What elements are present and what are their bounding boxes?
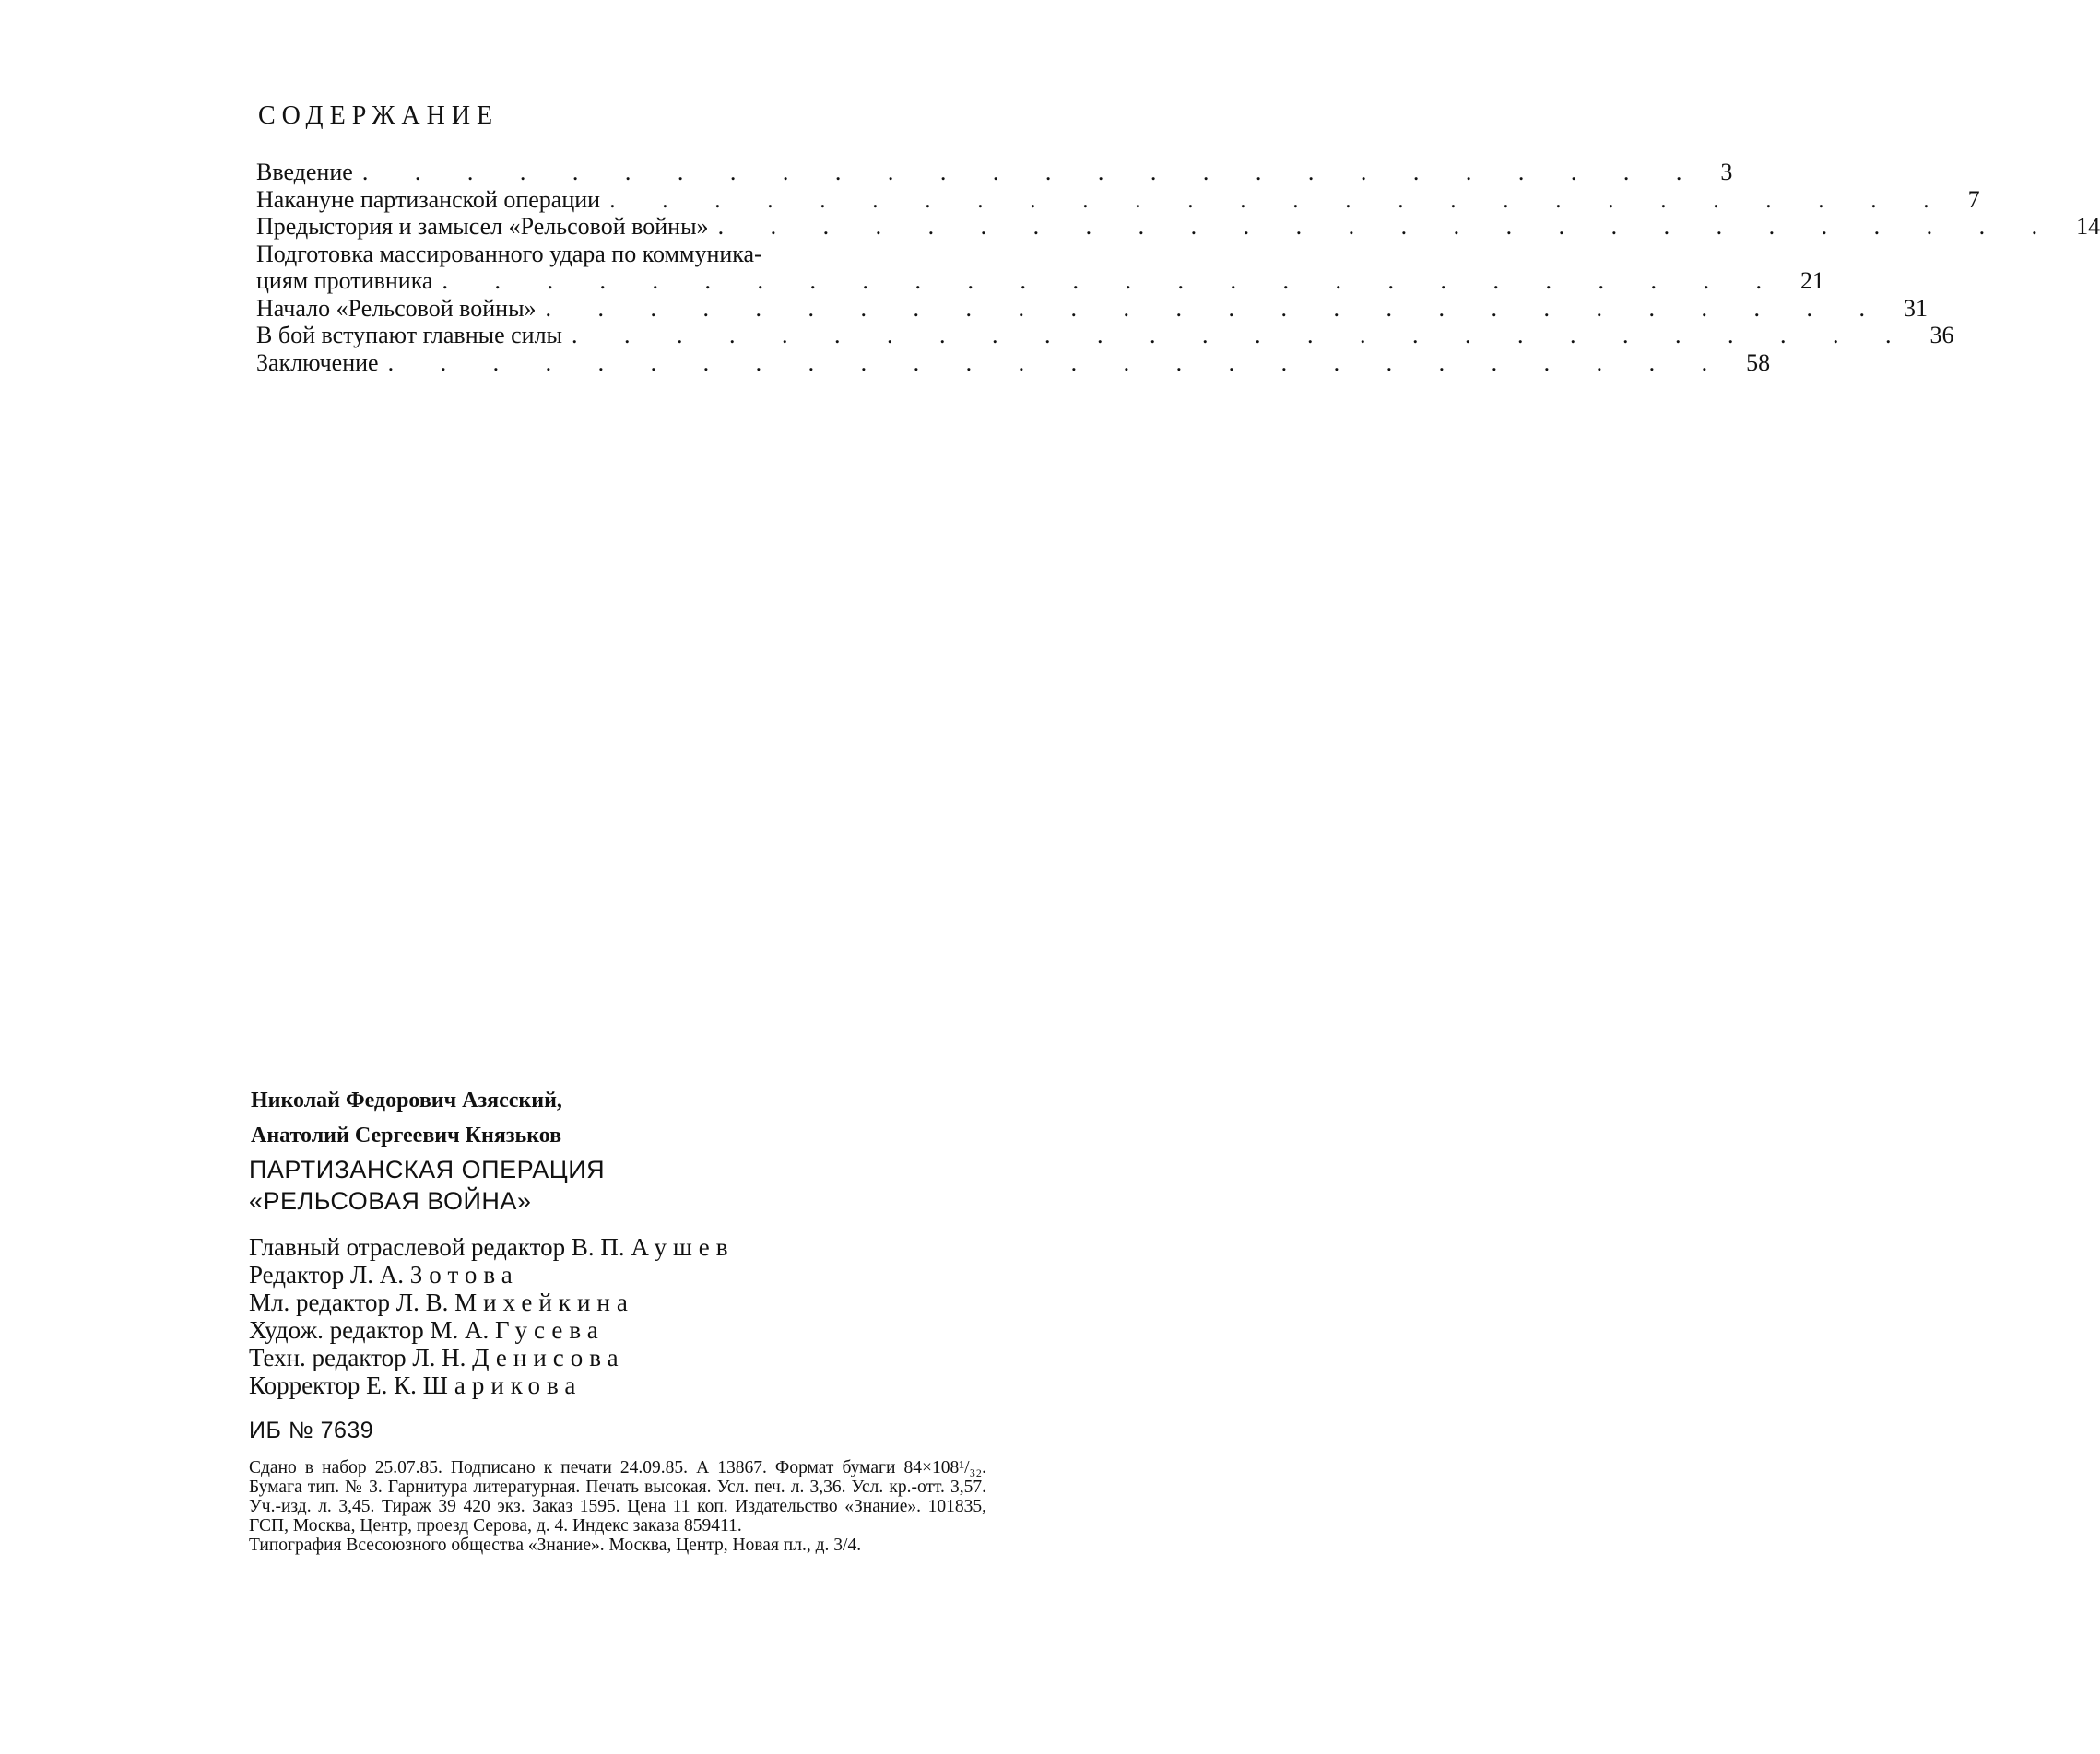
toc-entry xyxy=(256,213,2100,241)
toc-entry xyxy=(256,294,1929,323)
toc-leader: . . . . . . . . . . . . . . . . . . . . . . . . . . xyxy=(572,322,1912,348)
imprint-paragraph: Типография Всесоюзного общества «Знание». Москва, Центр, Новая пл., д. 3/4. xyxy=(249,1536,862,1555)
book-title-line: «РЕЛЬСОВАЯ ВОЙНА» xyxy=(249,1187,532,1215)
toc-entry-page: 31 xyxy=(1904,294,1929,322)
book-title xyxy=(249,1154,605,1217)
author-name: Анатолий Сергеевич Князьков xyxy=(251,1124,562,1148)
toc-entry xyxy=(256,322,1954,349)
staff-name: Аушев xyxy=(631,1233,735,1261)
toc-entry-title: Подготовка массированного удара по коммуника- xyxy=(256,240,762,267)
toc-entry-title: Заключение xyxy=(256,348,379,376)
staff-name: Денисова xyxy=(472,1344,625,1371)
toc-entry-page: 58 xyxy=(1746,348,1771,376)
staff-role: Редактор Л. А. xyxy=(249,1261,410,1289)
staff-name: Зотова xyxy=(409,1261,519,1289)
toc-entry-title: Накануне партизанской операции xyxy=(256,185,601,213)
staff-role: Главный отраслевой редактор В. П. xyxy=(249,1233,631,1261)
staff-line xyxy=(249,1371,735,1399)
toc-entry xyxy=(256,185,1980,214)
toc-leader: . . . . . . . . . . . . . . . . . . . . . . . . . . xyxy=(387,348,1728,376)
toc-leader: . . . . . . . . . . . . . . . . . . . . . . . . . . xyxy=(545,294,1886,322)
toc-title: СОДЕРЖАНИЕ xyxy=(258,101,500,130)
toc-entry-page: 21 xyxy=(1799,267,1824,294)
staff-role: Корректор Е. К. xyxy=(249,1371,423,1399)
toc-leader: . . . . . . . . . . . . . . . . . . . . . . . . . . xyxy=(717,213,2059,240)
ib-number: ИБ № 7639 xyxy=(249,1418,374,1443)
toc-entry-title: Введение xyxy=(256,159,353,185)
imprint-paragraph: Сдано в набор 25.07.85. Подписано к печати 24.09.85. А 13867. Формат бумаги 84×108¹/₃₂. Бумага тип. № 3. Гарнитура литературная. Печать высокая. Усл. печ. л. 3,36. Усл. кр.-отт. 3,57. Уч.-изд. л. 3,45. Тираж 39 420 экз. Заказ 1595. Цена 11 коп. Издательство «Знание». 101835, ГСП, Москва, Центр, проезд Серова, д. 4. Индекс заказа 859411. xyxy=(249,1458,986,1536)
staff-role: Техн. редактор Л. Н. xyxy=(249,1344,473,1371)
author-name: Николай Федорович Азясский, xyxy=(251,1089,562,1112)
toc-entry xyxy=(256,348,1771,377)
toc-entry-title-continued: циям противника xyxy=(256,267,433,294)
staff-line xyxy=(249,1316,735,1344)
staff-line xyxy=(249,1233,735,1261)
toc-entry-title: В бой вступают главные силы xyxy=(256,322,563,348)
toc-leader: . . . . . . . . . . . . . . . . . . . . . . . . . . xyxy=(609,185,1950,213)
book-title-line: ПАРТИЗАНСКАЯ ОПЕРАЦИЯ xyxy=(249,1156,606,1183)
staff-role: Мл. редактор Л. В. xyxy=(249,1289,455,1316)
toc-entry-page: 3 xyxy=(1720,159,1733,185)
staff-line xyxy=(249,1261,735,1289)
staff-name: Михейкина xyxy=(454,1289,634,1316)
toc-entry-page: 36 xyxy=(1929,322,1954,348)
toc-leader: . . . . . . . . . . . . . . . . . . . . . . . . . . xyxy=(361,159,1703,185)
staff-name: Шарикова xyxy=(422,1371,583,1399)
editorial-staff xyxy=(249,1233,735,1399)
staff-line xyxy=(249,1344,735,1371)
authors xyxy=(251,1083,562,1153)
toc-entry xyxy=(256,159,1733,186)
toc-entry-page: 14 xyxy=(2076,213,2100,240)
staff-role: Худож. редактор М. А. xyxy=(249,1316,495,1344)
imprint-details xyxy=(249,1458,986,1555)
staff-name: Гусева xyxy=(494,1316,605,1344)
table-of-contents xyxy=(256,159,2100,376)
staff-line xyxy=(249,1289,735,1316)
toc-leader: . . . . . . . . . . . . . . . . . . . . . . . . . . xyxy=(442,267,1782,294)
toc-entry xyxy=(256,240,1824,295)
toc-entry-page: 7 xyxy=(1967,185,1980,213)
toc-entry-title: Начало «Рельсовой войны» xyxy=(256,294,537,322)
toc-entry-title: Предыстория и замысел «Рельсовой войны» xyxy=(256,213,709,240)
